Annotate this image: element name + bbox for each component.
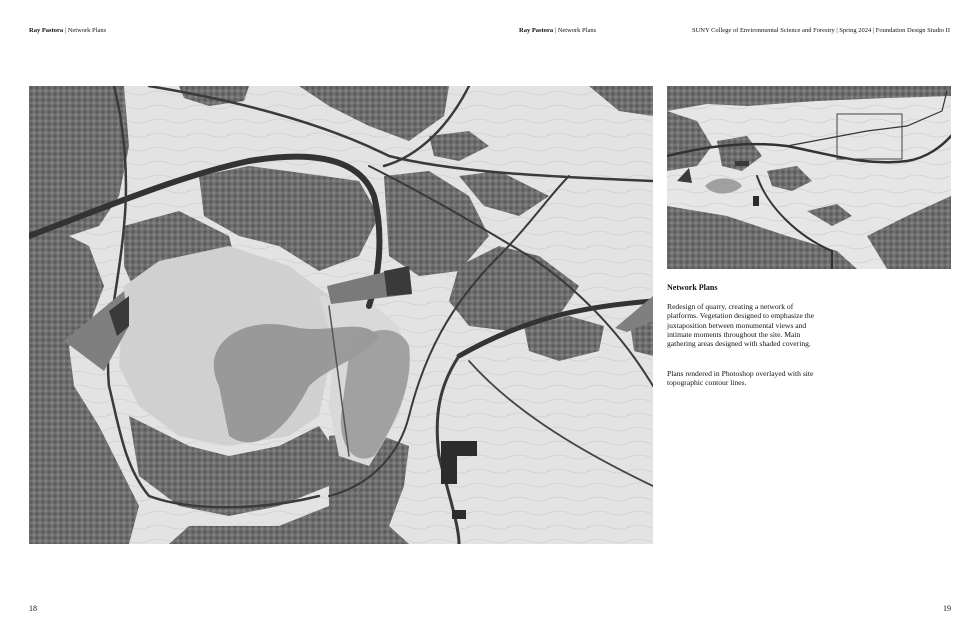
author-name: Ray Pastora [29, 27, 64, 34]
context-site-plan [667, 86, 951, 269]
author-name: Ray Pastora [519, 27, 554, 34]
header-left [29, 27, 106, 35]
section-name: Network Plans [67, 27, 107, 34]
header-middle [519, 27, 596, 35]
separator: | [64, 27, 67, 34]
network-site-plan [29, 86, 653, 544]
header-course-info: SUNY College of Environmental Science and Forestry | Spring 2024 | Foundation Design Studio II [692, 27, 950, 34]
section-title: Network Plans [667, 283, 718, 292]
description-paragraph: Redesign of quarry, creating a network of platforms. Vegetation designed to emphasize the juxtaposition between monumental views and intimate moments throughout the site. Main gathering areas designed with shaded covering. [667, 302, 815, 349]
section-name: Network Plans [557, 27, 597, 34]
separator: | [554, 27, 557, 34]
context-plan-drawing [667, 86, 951, 269]
rendering-note: Plans rendered in Photoshop overlayed with site topographic contour lines. [667, 369, 814, 388]
site-plan-drawing [29, 86, 653, 544]
page-number-right: 19 [943, 604, 951, 613]
page-number-left: 18 [29, 604, 37, 613]
